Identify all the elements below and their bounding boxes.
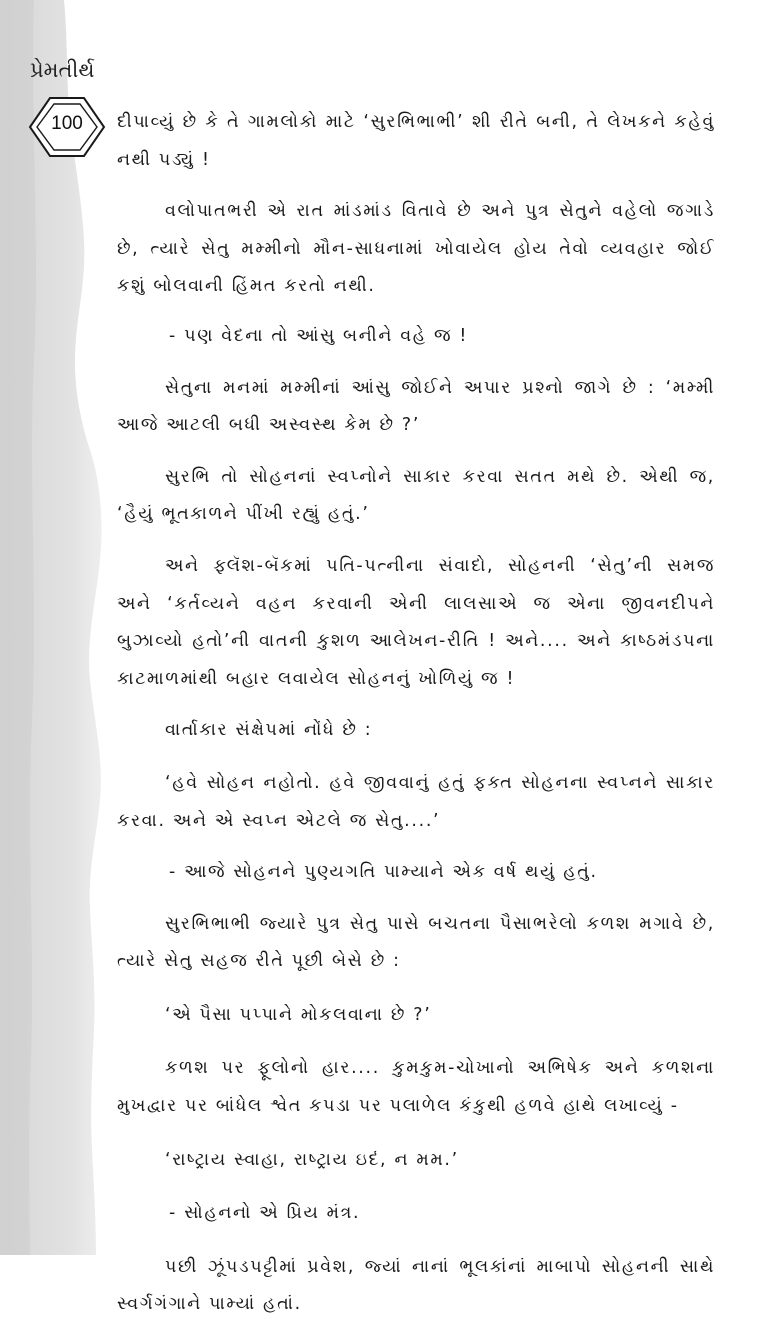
gray-margin-strip <box>0 0 130 1255</box>
paragraph: - સોહનનો એ પ્રિય મંત્ર. <box>169 1203 361 1224</box>
running-header-title: પ્રેમતીર્થ <box>30 58 95 82</box>
paragraph: વલોપાતભરી એ રાત માંડમાંડ વિતાવે છે અને પુત્ર સેતુને વહેલો જગાડે છે, ત્યારે સેતુ મમ્મીનો મૌન-સાધનામાં ખોવાયેલ હોય તેવો વ્યવહાર જોઈ કશું બોલવાની હિંમત કરતો નથી. <box>117 201 715 297</box>
paragraph: કળશ પર ફૂલોનો હાર.... કુમકુમ-ચોખાનો અભિષેક અને કળશના મુખદ્વાર પર બાંધેલ શ્વેત કપડા પર પલાળેલ કંકુથી હળવે હાથે લખાવ્યું - <box>117 1058 715 1117</box>
quote-paragraph: ‘એ પૈસા પપ્પાને મોકલવાના છે ?’ <box>165 1004 432 1025</box>
paragraph: સેતુના મનમાં મમ્મીનાં આંસુ જોઈને અપાર પ્રશ્નો જાગે છે : ‘મમ્મી આજે આટલી બધી અસ્વસ્થ કેમ છે ?’ <box>117 377 715 436</box>
paragraph: સુરભિભાભી જ્યારે પુત્ર સેતુ પાસે બચતના પૈસાભરેલો કળશ મગાવે છે, ત્યારે સેતુ સહજ રીતે પૂછી બેસે છે : <box>117 913 715 972</box>
paragraph: પછી ઝૂંપડપટ્ટીમાં પ્રવેશ, જ્યાં નાનાં ભૂલકાંનાં માબાપો સોહનની સાથે સ્વર્ગગંગાને પામ્યાં હતાં. <box>117 1256 715 1315</box>
paragraph: અને ફ્લૅશ-બૅકમાં પતિ-પત્નીના સંવાદો, સોહનની ‘સેતુ’ની સમજ અને ‘કર્તવ્યને વહન કરવાની એની લાલસાએ જ એના જીવનદીપને બુઝાવ્યો હતો’ની વાતની કુશળ આલેખન-રીતિ ! અને.... અને કાષ્ઠમંડપના કાટમાળમાંથી બહાર લવાયેલ સોહનનું ખોળિયું જ ! <box>117 555 715 689</box>
paragraph-continued: દીપાવ્યું છે કે તે ગામલોકો માટે ‘સુરભિભાભી’ શી રીતે બની, તે લેખકને કહેવું નથી પડ્યું ! <box>117 112 715 170</box>
page-number-badge <box>28 94 106 160</box>
paragraph: સુરભિ તો સોહનનાં સ્વપ્નોને સાકાર કરવા સતત મથે છે. એથી જ, ‘હૈયું ભૂતકાળને પીંખી રહ્યું હતું.’ <box>117 466 715 525</box>
mantra-quote: ‘રાષ્ટ્રાય સ્વાહા, રાષ્ટ્રાય ઇદં, ન મમ.’ <box>165 1149 459 1170</box>
quote-paragraph: ‘હવે સોહન નહોતો. હવે જીવવાનું હતું ફક્ત સોહનના સ્વપ્નને સાકાર કરવા. અને એ સ્વપ્ન એટલે જ સેતુ....’ <box>117 772 715 831</box>
paragraph: - આજે સોહનને પુણ્યગતિ પામ્યાને એક વર્ષ થયું હતું. <box>169 862 598 883</box>
paragraph: - પણ વેદના તો આંસુ બનીને વહે જ ! <box>169 325 469 346</box>
page-number: 100 <box>51 113 83 134</box>
paragraph: વાર્તાકાર સંક્ષેપમાં નોંધે છે : <box>165 720 373 741</box>
article-body <box>117 104 715 1324</box>
